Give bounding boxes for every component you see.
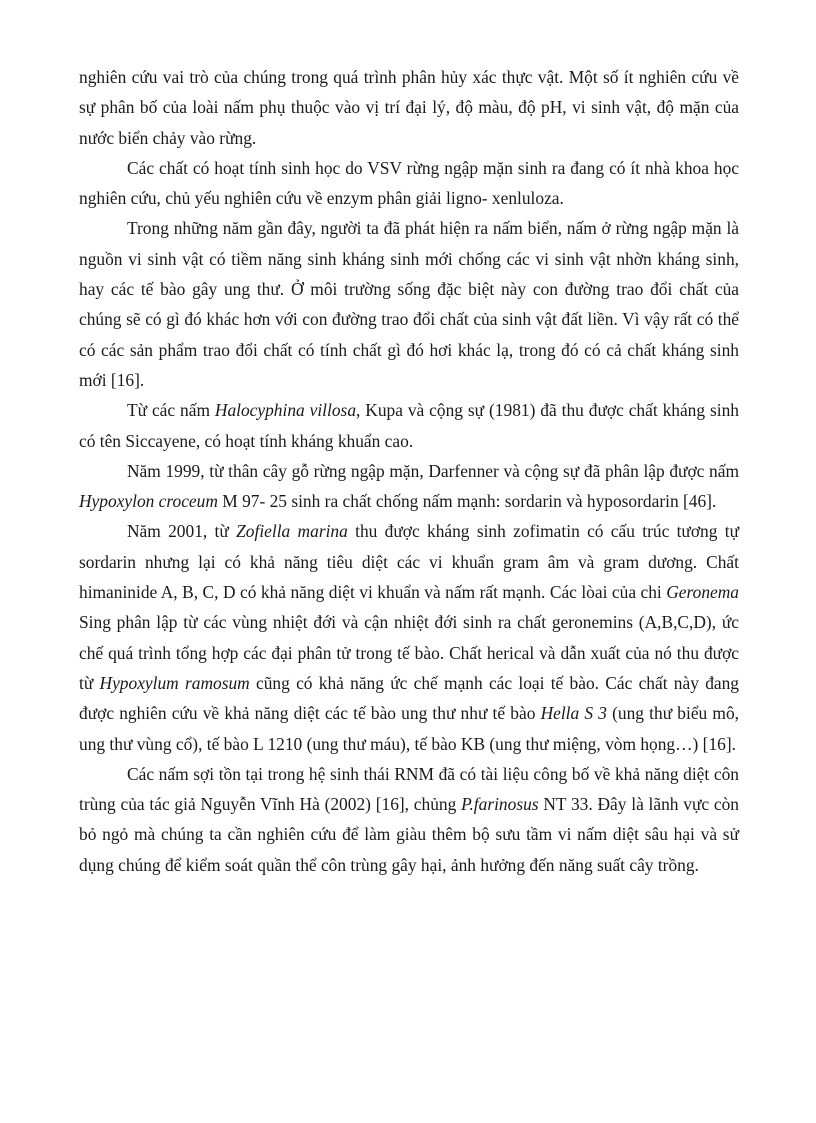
document-page [79, 62, 739, 880]
text-segment: NT 33. Đây là lãnh vực còn bỏ ngỏ mà chúng ta cần nghiên cứu để làm giàu thêm bộ sưu tầm vi nấm diệt sâu hại và sử dụng chúng để kiểm soát quần thể côn trùng gây hại, ảnh hưởng đến năng suất cây trồng. [79, 794, 739, 875]
text-segment: (ung thư biểu mô, ung thư vùng cổ), tế bào L 1210 (ung thư máu), tế bào KB (ung thư miệng, vòm họng…) [16]. [79, 703, 739, 754]
text-segment: thu được kháng sinh zofimatin có cấu trúc tương tự sordarin nhưng lại có khả năng tiêu diệt các vi khuẩn gram âm và gram dương. Chất himaninide A, B, C, D có khả năng diệt vi khuẩn và nấm rất mạnh. Các lòai của chi [79, 521, 740, 603]
text-segment: M 97- 25 sinh ra chất chống nấm mạnh: sordarin và hyposordarin [46]. [217, 491, 717, 512]
paragraph-6 [79, 516, 739, 758]
text-segment: Các chất có hoạt tính sinh học do VSV rừng ngập mặn sinh ra đang có ít nhà khoa học nghiên cứu, chủ yếu nghiên cứu về enzym phân giải ligno- xenluloza. [79, 157, 739, 209]
paragraph-5 [79, 456, 739, 517]
text-segment: , Kupa và cộng sự (1981) đã thu được chất kháng sinh có tên Siccayene, có hoạt tính kháng khuẩn cao. [79, 400, 739, 451]
text-segment: nghiên cứu vai trò của chúng trong quá trình phân hủy xác thực vật. Một số ít nghiên cứu về sự phân bố của loài nấm phụ thuộc vào vị trí đại lý, độ màu, độ pH, vi sinh vật, độ mặn của nước biển chảy vào rừng. [79, 67, 739, 148]
species-name: Halocyphina villosa [214, 400, 357, 421]
paragraph-2 [79, 153, 739, 214]
text-segment: Từ các nấm [127, 400, 215, 421]
strain-name: P.farinosus [461, 794, 539, 815]
text-segment: Các nấm sợi tồn tại trong hệ sinh thái RNM đã có tài liệu công bố về khả năng diệt côn trùng của tác giả Nguyễn Vĩnh Hà (2002) [16], chủng [79, 763, 739, 815]
paragraph-4 [79, 395, 739, 456]
text-segment: Sing phân lập từ các vùng nhiệt đới và cận nhiệt đới sinh ra chất geronemins (A,B,C,D), ức chế quá trình tổng hợp các đại phân tử trong tế bào. Chất herical và dẫn xuất của nó thu được từ [79, 612, 739, 693]
text-segment: cũng có khả năng ức chế mạnh các loại tế bào. Các chất này đang được nghiên cứu về khả năng diệt các tế bào ung thư như tế bào [79, 672, 739, 724]
paragraph-3 [79, 213, 739, 395]
cell-line-name: Hella S 3 [540, 703, 607, 724]
species-name: Hypoxylon croceum [79, 491, 218, 512]
species-name: Zofiella marina [236, 521, 348, 542]
genus-name: Geronema [666, 582, 739, 603]
paragraph-7 [79, 759, 739, 880]
paragraph-1 [79, 62, 739, 153]
text-segment: Trong những năm gần đây, người ta đã phát hiện ra nấm biển, nấm ở rừng ngập mặn là nguồn vi sinh vật có tiềm năng sinh kháng sinh mới chống các vi sinh vật nhờn kháng sinh, hay các tế bào gây ung thư. Ở môi trường sống đặc biệt này con đường trao đổi chất của chúng sẽ có gì đó khác hơn với con đường trao đổi chất của sinh vật đất liền. Vì vậy rất có thể có các sản phẩm trao đổi chất có tính chất gì đó hơi khác lạ, trong đó có cả chất kháng sinh mới [16]. [79, 218, 739, 390]
text-segment: Năm 1999, từ thân cây gỗ rừng ngập mặn, Darfenner và cộng sự đã phân lập được nấm [127, 460, 739, 481]
text-segment: Năm 2001, từ [127, 521, 237, 542]
species-name: Hypoxylum ramosum [99, 672, 250, 693]
